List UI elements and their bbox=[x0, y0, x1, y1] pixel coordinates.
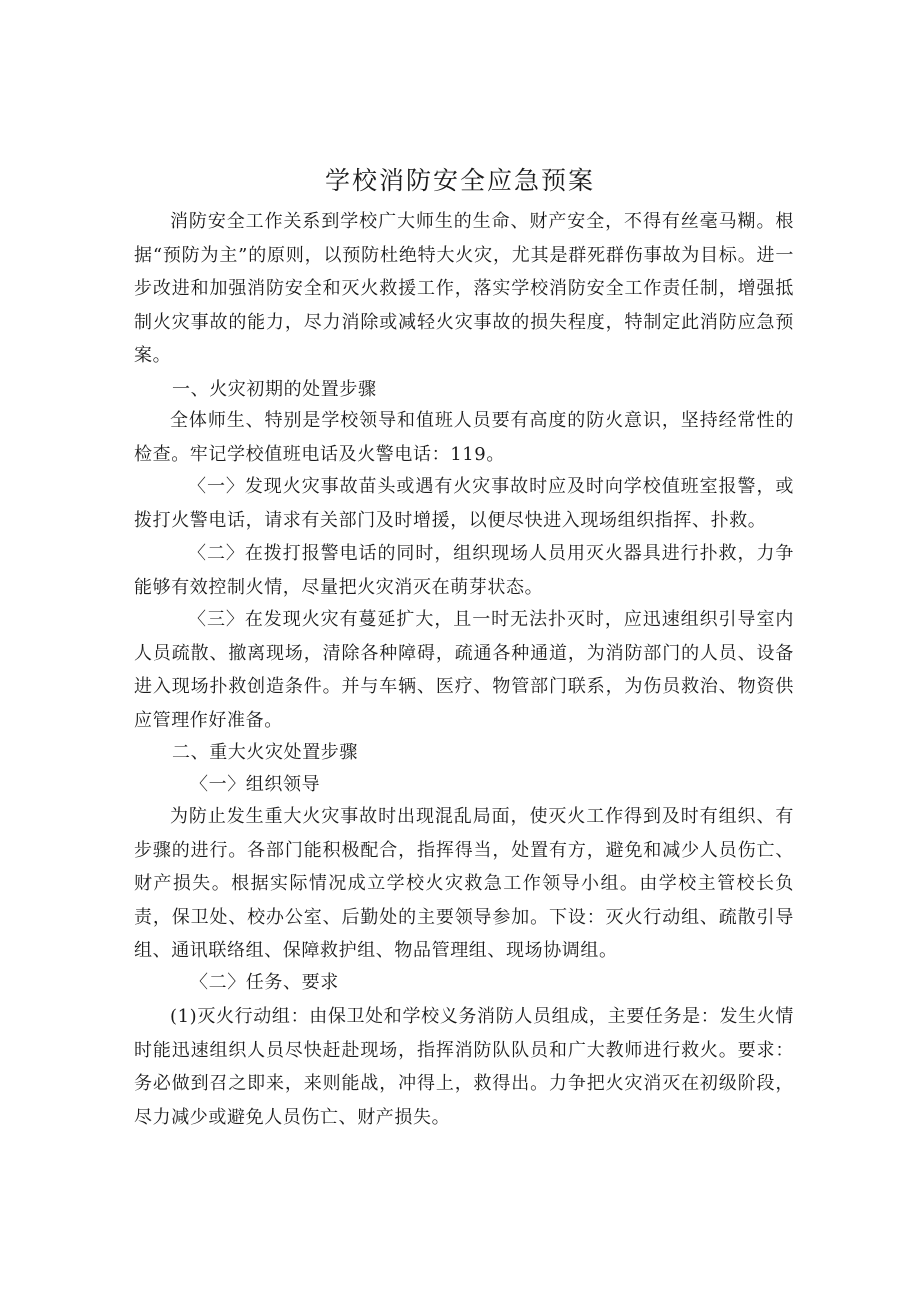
section2-sub2-heading: 〈二〉任务、要求 bbox=[190, 972, 339, 993]
section1-item1-paragraph: 〈一〉发现火灾事故苗头或遇有火灾事故时应及时向学校值班室报警，或拨打火警电话，请求有关部门及时增援，以便尽快进入现场组织指挥、扑救。 bbox=[134, 476, 794, 531]
section2-sub1-paragraph: 为防止发生重大火灾事故时出现混乱局面，使灭火工作得到及时有组织、有步骤的进行。各部门能积极配合，指挥得当，处置有方，避免和减少人员伤亡、财产损失。根据实际情况成立学校火灾救急工作领导小组。由学校主管校长负责，保卫处、校办公室、后勤处的主要领导参加。下设：灭火行动组、疏散引导组、通讯联络组、保障救护组、物品管理组、现场协调组。 bbox=[134, 806, 794, 962]
section1-heading: 一、火灾初期的处置步骤 bbox=[172, 379, 377, 400]
section2-sub2-item1-paragraph: (1)灭火行动组：由保卫处和学校义务消防人员组成，主要任务是：发生火情时能迅速组织人员尽快赶赴现场，指挥消防队队员和广大教师进行救火。要求：务必做到召之即来，来则能战，冲得上，救得出。力争把火灾消灭在初级阶段，尽力减少或避免人员伤亡、财产损失。 bbox=[134, 1006, 794, 1128]
section2-heading: 二、重大火灾处置步骤 bbox=[172, 742, 358, 763]
section1-intro-paragraph: 全体师生、特别是学校领导和值班人员要有高度的防火意识，坚持经常性的检查。牢记学校值班电话及火警电话：119。 bbox=[134, 410, 794, 465]
section1-item3-paragraph: 〈三〉在发现火灾有蔓延扩大，且一时无法扑灭时，应迅速组织引导室内人员疏散、撤离现场，清除各种障碍，疏通各种通道，为消防部门的人员、设备进入现场扑救创造条件。并与车辆、医疗、物管部门联系，为伤员救治、物资供应管理作好准备。 bbox=[134, 609, 794, 731]
document-title: 学校消防安全应急预案 bbox=[324, 166, 595, 195]
section2-sub1-heading: 〈一〉组织领导 bbox=[190, 774, 321, 795]
section1-item2-paragraph: 〈二〉在拨打报警电话的同时，组织现场人员用灭火器具进行扑救，力争能够有效控制火情，尽量把火灾消灭在萌芽状态。 bbox=[134, 543, 794, 598]
intro-paragraph: 消防安全工作关系到学校广大师生的生命、财产安全，不得有丝毫马糊。根据“预防为主”的原则，以预防杜绝特大火灾，尤其是群死群伤事故为目标。进一步改进和加强消防安全和灭火救援工作，落实学校消防安全工作责任制，增强抵制火灾事故的能力，尽力消除或减轻火灾事故的损失程度，特制定此消防应急预案。 bbox=[134, 211, 794, 367]
